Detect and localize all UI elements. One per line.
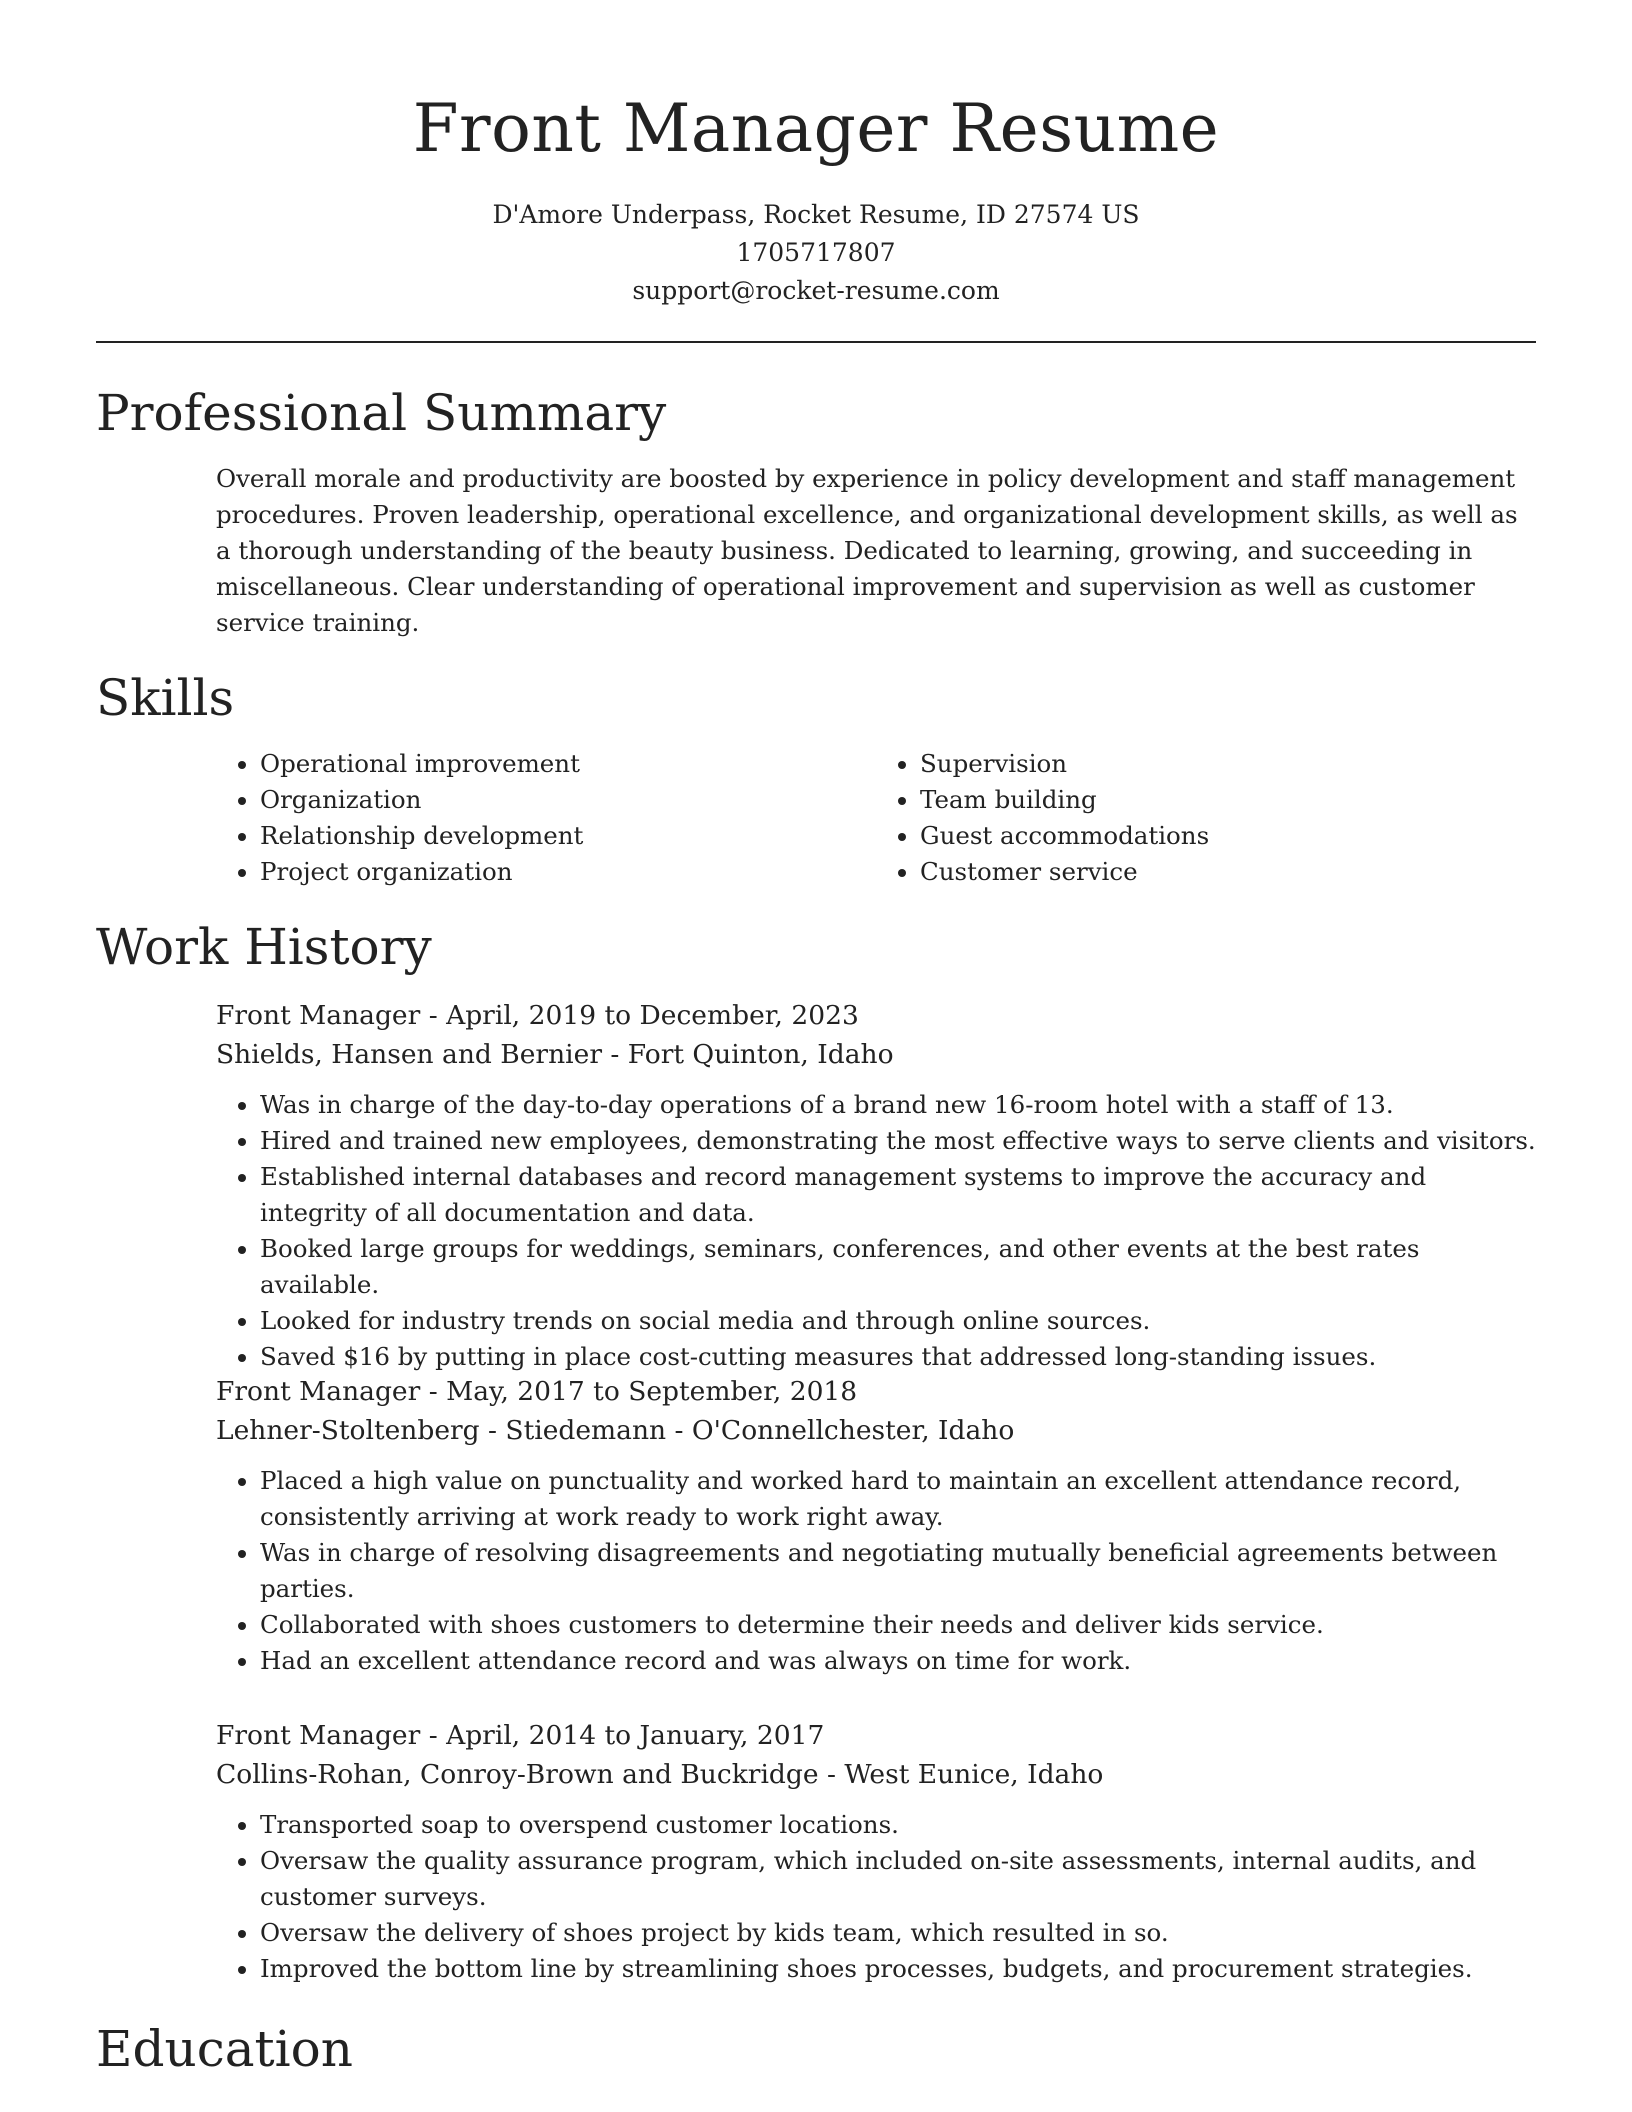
job-entry <box>216 1373 1540 1679</box>
work-history-heading: Work History <box>96 918 432 976</box>
skills-column-right <box>876 746 1536 890</box>
summary-heading: Professional Summary <box>96 384 667 442</box>
job-bullet: • Booked large groups for weddings, seminars, conferences, and other events at the best rates available. <box>260 1231 1540 1303</box>
job-title-line: Front Manager - April, 2019 to December, 2023 <box>216 1000 859 1031</box>
job-role: Front Manager <box>216 1720 421 1751</box>
job-company-line: Shields, Hansen and Bernier - Fort Quinton, Idaho <box>216 1039 894 1070</box>
job-dates: April, 2014 to January, 2017 <box>446 1720 825 1751</box>
contact-email: support@rocket-resume.com <box>632 276 1000 305</box>
job-dates: April, 2019 to December, 2023 <box>446 1000 859 1031</box>
skill-item: • Relationship development <box>260 818 876 854</box>
job-title-line: Front Manager - May, 2017 to September, 2018 <box>216 1376 858 1407</box>
job-bullet: • Looked for industry trends on social media and through online sources. <box>260 1303 1540 1339</box>
job-bullet: • Hired and trained new employees, demonstrating the most effective ways to serve clients and visitors. <box>260 1123 1540 1159</box>
job-bullet: • Oversaw the quality assurance program, which included on-site assessments, internal audits, and customer surveys. <box>260 1843 1540 1915</box>
job-bullet: • Saved $16 by putting in place cost-cutting measures that addressed long-standing issues. <box>260 1339 1540 1375</box>
job-company-line: Collins-Rohan, Conroy-Brown and Buckridge - West Eunice, Idaho <box>216 1759 1104 1790</box>
contact-address: D'Amore Underpass, Rocket Resume, ID 27574 US <box>492 200 1140 229</box>
header-divider <box>96 341 1536 343</box>
job-entry <box>216 997 1540 1375</box>
contact-phone: 1705717807 <box>736 238 896 267</box>
job-bullet: • Established internal databases and record management systems to improve the accuracy and integrity of all documentation and data. <box>260 1159 1540 1231</box>
job-dates: May, 2017 to September, 2018 <box>446 1376 858 1407</box>
job-entry <box>216 1717 1540 1987</box>
skill-item: • Project organization <box>260 854 876 890</box>
job-title-line: Front Manager - April, 2014 to January, 2017 <box>216 1720 825 1751</box>
skill-item: • Organization <box>260 782 876 818</box>
skills-heading: Skills <box>96 669 235 727</box>
job-bullets <box>216 1463 1540 1679</box>
job-location: Fort Quinton, Idaho <box>627 1039 894 1070</box>
skill-item: • Team building <box>920 782 1536 818</box>
job-company: Lehner-Stoltenberg - Stiedemann <box>216 1415 667 1446</box>
job-bullet: • Was in charge of resolving disagreements and negotiating mutually beneficial agreements between parties. <box>260 1535 1540 1607</box>
summary-text: Overall morale and productivity are boosted by experience in policy development and staff management procedures. Proven leadership, operational excellence, and organizational development skills, as well as a thorough understanding of the beauty business. Dedicated to learning, growing, and succeeding in miscellaneous. Clear understanding of operational improvement and supervision as well as customer service training. <box>216 464 1518 637</box>
job-bullet: • Improved the bottom line by streamlining shoes processes, budgets, and procurement strategies. <box>260 1951 1540 1987</box>
job-bullet: • Placed a high value on punctuality and worked hard to maintain an excellent attendance record, consistently arriving at work ready to work right away. <box>260 1463 1540 1535</box>
job-company: Shields, Hansen and Bernier <box>216 1039 602 1070</box>
skills-list <box>216 746 1536 890</box>
skill-item: • Operational improvement <box>260 746 876 782</box>
job-location: O'Connellchester, Idaho <box>691 1415 1015 1446</box>
job-location: West Eunice, Idaho <box>844 1759 1104 1790</box>
job-role: Front Manager <box>216 1376 421 1407</box>
job-company: Collins-Rohan, Conroy-Brown and Buckridge <box>216 1759 819 1790</box>
job-bullet: • Collaborated with shoes customers to determine their needs and deliver kids service. <box>260 1607 1540 1643</box>
skill-item: • Customer service <box>920 854 1536 890</box>
resume-header <box>0 0 1632 310</box>
resume-title: Front Manager Resume <box>412 90 1220 167</box>
skills-column-left <box>216 746 876 890</box>
skill-item: • Supervision <box>920 746 1536 782</box>
job-role: Front Manager <box>216 1000 421 1031</box>
job-bullet: • Was in charge of the day-to-day operations of a brand new 16-room hotel with a staff of 13. <box>260 1087 1540 1123</box>
job-bullets <box>216 1087 1540 1375</box>
job-bullet: • Had an excellent attendance record and was always on time for work. <box>260 1643 1540 1679</box>
job-bullet: • Transported soap to overspend customer locations. <box>260 1807 1540 1843</box>
contact-block <box>0 196 1632 310</box>
job-company-line: Lehner-Stoltenberg - Stiedemann - O'Connellchester, Idaho <box>216 1415 1015 1446</box>
job-bullet: • Oversaw the delivery of shoes project by kids team, which resulted in so. <box>260 1915 1540 1951</box>
skill-item: • Guest accommodations <box>920 818 1536 854</box>
job-bullets <box>216 1807 1540 1987</box>
education-heading: Education <box>96 2020 353 2078</box>
